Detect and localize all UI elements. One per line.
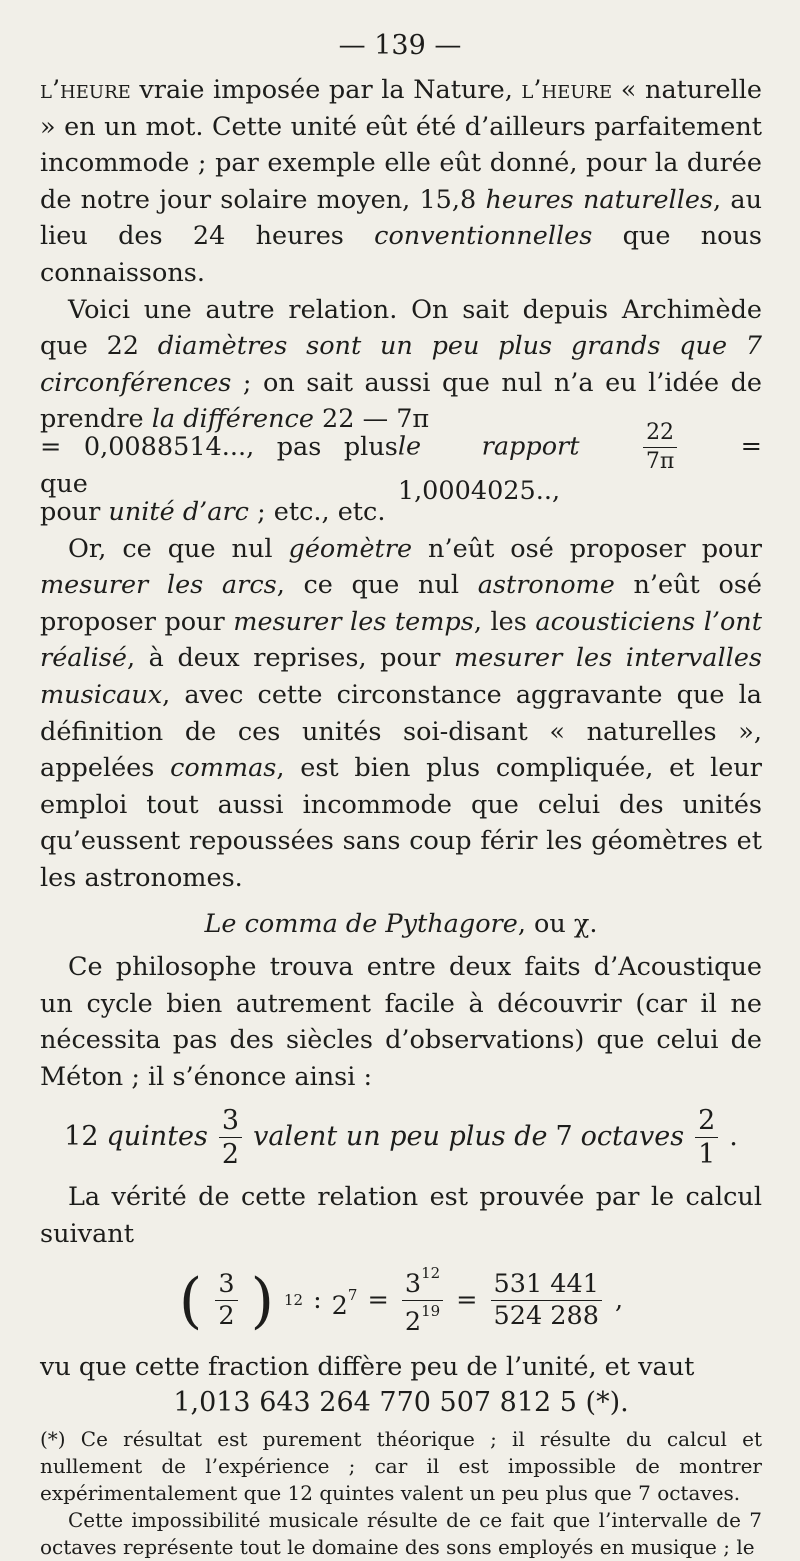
exponent-7: 7 bbox=[347, 1285, 358, 1304]
fraction-denominator: 2 bbox=[218, 1301, 235, 1332]
eq-number-12: 12 bbox=[64, 1121, 99, 1153]
text-span: Voici une autre relation. On sait depuis Archimède que 22 bbox=[40, 294, 762, 362]
footnote bbox=[40, 1426, 762, 1561]
base-2: 2 bbox=[404, 1307, 422, 1338]
italic-span: diamètres sont un peu plus grands que 7 circonférences bbox=[40, 331, 763, 398]
page-number: — 139 — bbox=[338, 30, 462, 61]
comma-value: 1,013 643 264 770 507 812 5 (*). bbox=[173, 1387, 629, 1419]
text-span: , ce que nul bbox=[276, 570, 478, 601]
italic-span: astronome bbox=[477, 570, 615, 601]
base-2: 2 bbox=[331, 1290, 348, 1321]
fraction-denominator: 7π bbox=[645, 449, 675, 475]
text-span: n’eût osé proposer pour bbox=[40, 570, 762, 637]
text-span: n’eût osé proposer pour bbox=[412, 533, 762, 564]
italic-span: heures naturelles bbox=[485, 184, 714, 215]
text-span: vraie imposée par la Nature, bbox=[130, 75, 522, 105]
italic-span: géomètre bbox=[288, 533, 413, 564]
eq-word-octaves: octaves bbox=[580, 1121, 685, 1153]
fraction-numerator: 2 bbox=[695, 1107, 718, 1138]
equals-sign: = bbox=[367, 1285, 389, 1316]
text-span: , au lieu des 24 heures bbox=[40, 184, 762, 252]
fraction-22-over-7pi bbox=[643, 422, 677, 473]
smallcaps-heure-1: l’heure bbox=[40, 75, 131, 105]
eq-words: valent un peu plus de bbox=[253, 1121, 548, 1153]
fraction-denominator: 1 bbox=[698, 1138, 716, 1170]
exponent-12: 12 bbox=[283, 1291, 304, 1310]
eq-word-quintes: quintes bbox=[106, 1121, 208, 1153]
text-span: pour bbox=[40, 496, 109, 527]
fraction-2-over-1 bbox=[695, 1104, 718, 1170]
paragraph-5: La vérité de cette relation est prouvée par le calcul suivant bbox=[40, 1182, 762, 1250]
left-paren: ( bbox=[178, 1265, 203, 1336]
text-span: Or, ce que nul bbox=[68, 533, 289, 564]
fraction-large-numbers bbox=[491, 1268, 602, 1332]
equation-quintes-octaves bbox=[40, 1095, 762, 1179]
main-text bbox=[40, 72, 762, 1561]
italic-span: commas bbox=[170, 753, 277, 784]
text-span: , à deux reprises, pour bbox=[126, 643, 455, 674]
fraction-denominator bbox=[405, 1301, 440, 1336]
fraction-numerator: 22 bbox=[643, 422, 677, 448]
italic-span: mesurer les arcs bbox=[40, 570, 277, 601]
italic-span: le rapport bbox=[397, 431, 580, 462]
heading-rest: , ou χ. bbox=[517, 909, 598, 940]
smallcaps-heure-2: l’heure bbox=[521, 75, 613, 105]
fraction-3-over-2-paren bbox=[215, 1268, 237, 1332]
fraction-denominator: 2 bbox=[221, 1138, 240, 1170]
equation-calcul bbox=[40, 1253, 762, 1349]
equation-right: = 1,0004025.., bbox=[397, 431, 763, 507]
italic-span: mesurer les intervalles musicaux bbox=[40, 643, 763, 710]
eq-number-7: 7 bbox=[555, 1121, 573, 1153]
text-span: ; etc., etc. bbox=[248, 496, 386, 527]
colon-operator: : bbox=[313, 1285, 322, 1316]
fraction-numerator bbox=[402, 1263, 443, 1302]
equation-rapport-term bbox=[398, 422, 762, 510]
paragraph-3 bbox=[40, 531, 762, 897]
text-span: que nous connaissons. bbox=[40, 221, 762, 288]
text-span: ; on sait aussi que nul n’a eu l’idée de prendre bbox=[40, 367, 762, 435]
equation-rapport bbox=[40, 420, 763, 507]
fraction-3-over-2 bbox=[219, 1104, 242, 1170]
section-heading bbox=[40, 906, 762, 943]
footnote-2: Cette impossibilité musicale résulte de ce fait que l’intervalle de 7 octaves représente tout le domaine des sons employés en musique ; le bbox=[40, 1507, 762, 1559]
power-2-7 bbox=[332, 1277, 358, 1325]
paragraph-6: vu que cette fraction diffère peu de l’unité, et vaut bbox=[40, 1351, 695, 1382]
italic-span: mesurer les temps bbox=[233, 606, 474, 637]
text-span: , avec cette circonstance aggravante que la définition de ces unités soi-disant « naturelles », appelées bbox=[40, 679, 762, 784]
exponent-19: 19 bbox=[421, 1302, 441, 1321]
footnote-1: (*) Ce résultat est purement théorique ; il résulte du calcul et nullement de l’expérience ; car il est impossible de montrer expérimentalement que 12 quintes valent un peu plus que 7 octaves. bbox=[40, 1426, 762, 1505]
fraction-numerator: 3 bbox=[219, 1107, 242, 1138]
fraction-powers bbox=[402, 1263, 443, 1338]
paragraph-2 bbox=[40, 292, 762, 438]
italic-span: acousticiens l’ont réalisé bbox=[40, 606, 762, 674]
fraction-numerator: 3 bbox=[215, 1272, 237, 1302]
exponent-12: 12 bbox=[421, 1263, 441, 1282]
text-span: , les bbox=[473, 606, 536, 637]
paragraph-4: Ce philosophe trouva entre deux faits d’Acoustique un cycle bien autrement facile à découvrir (car il ne nécessita pas des siècles d’observations) que celui de Méton ; il s’énonce ainsi : bbox=[40, 952, 762, 1092]
italic-span: unité d’arc bbox=[108, 496, 249, 527]
trailing-comma: , bbox=[614, 1285, 624, 1316]
text-span: « naturelle » en un mot. Cette unité eût été d’ailleurs parfaitement incommode ; par exemple elle eût donné, pour la durée de notre jour solaire moyen, 15,8 bbox=[40, 75, 762, 215]
equals-sign: = bbox=[456, 1285, 478, 1316]
equation-left: = 0,0088514..., pas plus que bbox=[40, 432, 398, 499]
eq-period: . bbox=[729, 1121, 738, 1153]
italic-span: conventionnelles bbox=[374, 221, 593, 252]
italic-span: la différence bbox=[151, 404, 314, 435]
fraction-numerator: 531 441 bbox=[491, 1272, 602, 1302]
paragraph-1 bbox=[40, 72, 762, 292]
right-paren: ) bbox=[250, 1265, 274, 1336]
fraction-denominator: 524 288 bbox=[493, 1301, 599, 1332]
text-span: 22 — 7π bbox=[313, 404, 430, 435]
text-span: , est bien plus compliquée, et leur emploi tout aussi incommode que celui des unités qu’eussent repoussées sans coup férir les géomètres et les astronomes. bbox=[40, 753, 762, 893]
base-3: 3 bbox=[404, 1268, 422, 1299]
heading-italic: Le comma de Pythagore bbox=[204, 909, 518, 940]
